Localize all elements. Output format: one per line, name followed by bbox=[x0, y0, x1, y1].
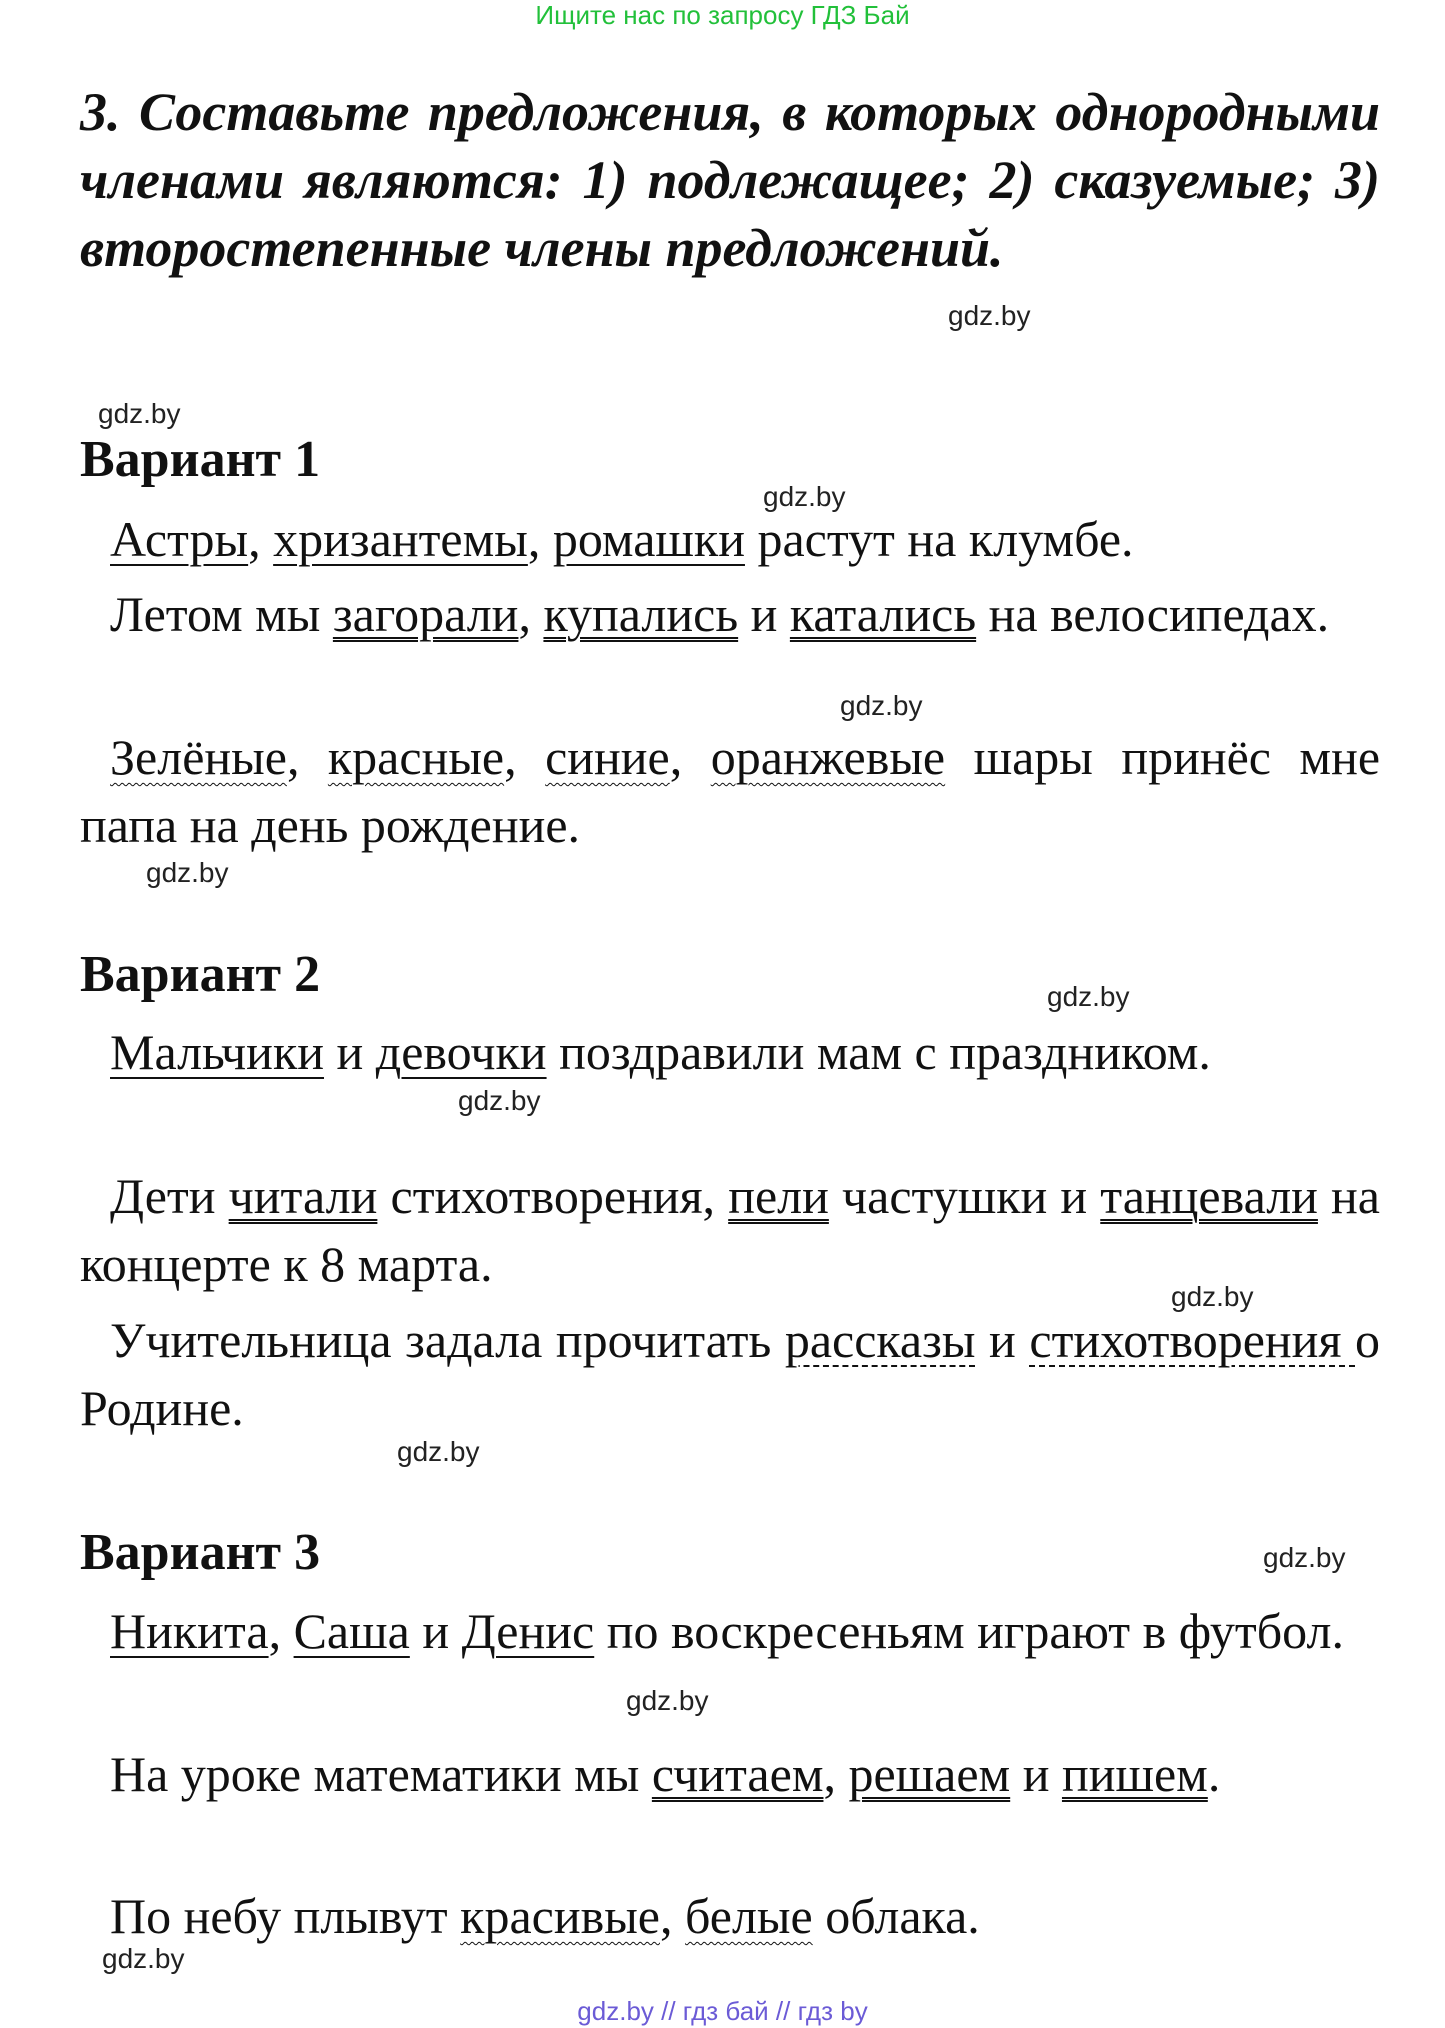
watermark: gdz.by bbox=[840, 690, 923, 721]
text-part: , bbox=[518, 586, 544, 642]
watermark: gdz.by bbox=[458, 1085, 541, 1116]
text-part: частушки и bbox=[828, 1168, 1101, 1224]
text-part: и bbox=[1010, 1746, 1062, 1802]
text-part: на велосипедах. bbox=[976, 586, 1330, 642]
text-part: , bbox=[248, 511, 274, 567]
subject-word: хризантемы bbox=[273, 511, 528, 567]
object-word: рассказы bbox=[784, 1312, 976, 1368]
attribute-word: Зелёные bbox=[110, 729, 287, 785]
subject-word: Никита bbox=[110, 1603, 269, 1659]
text-part: , bbox=[527, 511, 553, 567]
object-word: стихотворения bbox=[1029, 1312, 1356, 1368]
text-part: поздравили мам с праздником. bbox=[546, 1024, 1211, 1080]
watermark: gdz.by bbox=[1263, 1542, 1346, 1573]
text-part: , bbox=[823, 1746, 849, 1802]
predicate-word: катались bbox=[789, 586, 977, 642]
text-part: , bbox=[286, 729, 328, 785]
predicate-word: загорали bbox=[332, 586, 519, 642]
variant-2-sentence-1 bbox=[80, 1018, 1380, 1086]
watermark: gdz.by bbox=[1047, 981, 1130, 1012]
subject-word: Астры bbox=[110, 511, 249, 567]
variant-1-title: Вариант 1 bbox=[80, 431, 321, 488]
task-statement: 3. Составьте предложения, в которых однородными членами являются: 1) подлежащее; 2) сказуемые; 3) второстепенные члены предложений. bbox=[80, 82, 1380, 278]
text-part: По небу плывут bbox=[110, 1888, 461, 1944]
variant-3-sentence-1 bbox=[80, 1597, 1380, 1665]
variant-3-title: Вариант 3 bbox=[80, 1524, 321, 1581]
text-part: , bbox=[268, 1603, 294, 1659]
watermark: gdz.by bbox=[146, 857, 229, 888]
text-part: шары принёс мне папа на день рождение. bbox=[80, 729, 1381, 853]
watermark: gdz.by bbox=[102, 1943, 185, 1974]
predicate-word: решаем bbox=[848, 1746, 1011, 1802]
variant-1-sentence-2 bbox=[80, 580, 1380, 648]
watermark: gdz.by bbox=[98, 398, 181, 429]
attribute-word: оранжевые bbox=[710, 729, 946, 785]
text-part: облака. bbox=[812, 1888, 980, 1944]
text-part: и bbox=[738, 586, 790, 642]
predicate-word: танцевали bbox=[1100, 1168, 1318, 1224]
text-part: . bbox=[1207, 1746, 1221, 1802]
text-part: , bbox=[669, 729, 711, 785]
text-part: о Родине. bbox=[80, 1312, 1381, 1436]
subject-word: Мальчики bbox=[110, 1024, 324, 1080]
text-part: стихотворения, bbox=[377, 1168, 729, 1224]
text-part: и bbox=[975, 1312, 1030, 1368]
variant-3-sentence-3 bbox=[80, 1882, 1380, 1950]
text-part: Учительница задала прочитать bbox=[110, 1312, 785, 1368]
top-banner[interactable]: Ищите нас по запросу ГДЗ Бай bbox=[535, 0, 910, 30]
text-part: на концерте к 8 марта. bbox=[80, 1168, 1380, 1292]
variant-2-sentence-3 bbox=[80, 1306, 1380, 1442]
subject-word: Денис bbox=[461, 1603, 595, 1659]
predicate-word: читали bbox=[228, 1168, 378, 1224]
text-part: и bbox=[324, 1024, 376, 1080]
variant-2-sentence-2 bbox=[80, 1162, 1380, 1298]
attribute-word: синие bbox=[545, 729, 670, 785]
attribute-word: красные bbox=[327, 729, 505, 785]
subject-word: Саша bbox=[293, 1603, 410, 1659]
watermark: gdz.by bbox=[948, 300, 1031, 331]
text-part: и bbox=[409, 1603, 462, 1659]
predicate-word: купались bbox=[543, 586, 739, 642]
watermark: gdz.by bbox=[1171, 1281, 1254, 1312]
variant-1-sentence-3 bbox=[80, 723, 1380, 859]
watermark: gdz.by bbox=[763, 481, 846, 512]
attribute-word: белые bbox=[685, 1888, 813, 1944]
subject-word: девочки bbox=[375, 1024, 547, 1080]
predicate-word: считаем bbox=[651, 1746, 824, 1802]
predicate-word: пели bbox=[728, 1168, 829, 1224]
predicate-word: пишем bbox=[1061, 1746, 1208, 1802]
text-part: по воскресеньям играют в футбол. bbox=[594, 1603, 1344, 1659]
variant-1-sentence-1 bbox=[80, 505, 1380, 573]
subject-word: ромашки bbox=[552, 511, 745, 567]
attribute-word: красивые bbox=[460, 1888, 660, 1944]
text-part: , bbox=[504, 729, 546, 785]
text-part: Летом мы bbox=[110, 586, 333, 642]
watermark: gdz.by bbox=[626, 1685, 709, 1716]
variant-3-sentence-2 bbox=[80, 1740, 1380, 1808]
watermark: gdz.by bbox=[397, 1436, 480, 1467]
text-part: Дети bbox=[110, 1168, 229, 1224]
text-part: На уроке математики мы bbox=[110, 1746, 652, 1802]
footer-links[interactable]: gdz.by // гдз бай // гдз by bbox=[577, 1996, 868, 2026]
text-part: растут на клумбе. bbox=[744, 511, 1134, 567]
variant-2-title: Вариант 2 bbox=[80, 946, 321, 1003]
text-part: , bbox=[660, 1888, 685, 1944]
